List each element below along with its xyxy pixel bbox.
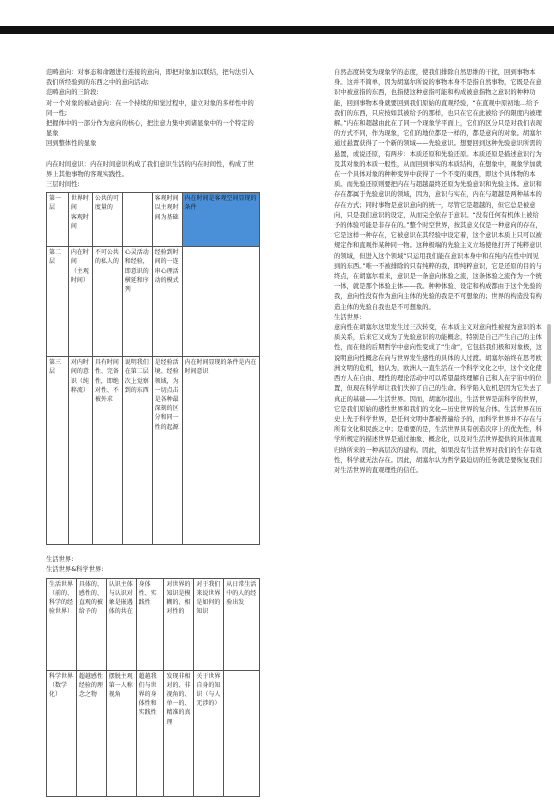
table-cell: 经验到时间的一连串心理活动的模式: [152, 247, 182, 357]
intro-line: 对一个对象的被动意向：在一个持续的知觉过程中，建立对象的多样性中的同一性;: [46, 99, 254, 117]
highlighted-cell: 内在时间是客观空间显现的条件: [182, 193, 259, 247]
life-world-table: [46, 578, 260, 797]
intro-line: 回到整体性的显象: [46, 140, 97, 148]
table-row: [47, 578, 260, 670]
time-layers-table: [46, 192, 260, 545]
body-paragraph: 意向性在胡塞尔这里发生过三次转变，在本质主义对意向性被视为意识的本质关系，后来它又成为了先验意识的功能概念，特别是自己产生自己的主体性，而在他的后期哲学中意向性变成了“生命”，它包括我们极和对象极，这说明意向性概念在向与世界发生感性的具体的人过渡。胡塞尔始终在思考欧洲文明的危机，他认为，欧洲人一直生活在一个科学文化之中，这个文化使西方人在自由、理性的理论活动中可以希望最终理解自己和人在宇宙中的位置，但现在科学却让我们失掉了自己的生命。科学陷入危机是因为它失去了真正的基础——生活世界。因而，胡塞尔提出，生活世界是前科学的世界，它是我们原始的感性世界和我们的文化—历史世界的复合体。生活世界在历史上先于科学世界，是任何文明中都被普遍给予的，而科学世界并不存在与所有文化和民族之中；是重要的是，生活世界具有创造次序上的优先性，科学所规定的描述世界是通过抽象、概念化，以及对生活世界提供的具体直观归纳所来的一种高层次的建构。因此，如果没有生活世界对我们的生存有效性，科学就无法存在。因此，胡塞尔认为哲学最迫切的任务就是要恢复我们对生活世界的直观理性的信任。: [334, 324, 543, 474]
table-cell: 对世界的知识是模糊的、相对性的: [164, 578, 194, 670]
table-cell: 不可公共的私人的: [92, 247, 122, 357]
table-cell: 世界时间 客观时间: [68, 193, 92, 247]
life-world-subtitle: 生活世界&科学世界:: [46, 566, 104, 574]
table-cell: 关于世界自身的知识（与人无涉的）: [194, 670, 224, 796]
table-cell: 内在时间 （主观时间）: [68, 247, 92, 357]
table-row: [47, 357, 260, 545]
table-cell: 超越感性经验的理念之物: [76, 670, 106, 796]
table-row: [47, 193, 260, 247]
table-cell: 具体的、感性的、直观的被给予的: [76, 578, 106, 670]
viewer-top-bar: [0, 0, 554, 34]
life-world-title: 生活世界:: [334, 313, 362, 321]
table-cell: 客观时间以主观时间为基础: [152, 193, 182, 247]
table-cell: 认识主体与认识对象是嵌遇体的共在: [106, 578, 136, 670]
scrollbar-thumb[interactable]: [547, 324, 551, 384]
table-cell: 是经验活境、经验领域，为一切点击 是各种最深刻的区分和同一性的起源: [152, 357, 182, 545]
table-cell: 从日常生活中的人的经验出发: [224, 578, 260, 670]
table-cell: 摆脱主观第一人称视角: [106, 670, 136, 796]
table-cell: 说明我们在第二层次上觉察到的东西: [122, 357, 152, 545]
table-cell: 第一层: [47, 193, 69, 247]
table-cell: 公共的可度量的: [92, 193, 122, 247]
table-cell: 生活世界（前的、科学的经验世界）: [47, 578, 77, 670]
inner-time-line: 内在时间意识：内在时间意识构成了我们意识生活的内在时间性，构成了世界上其他事物的客观实践性。: [46, 160, 254, 178]
table-cell: [122, 193, 152, 247]
table-cell: [224, 670, 260, 796]
table-row: [47, 670, 260, 796]
table-cell: 科学世界（数学化）: [47, 670, 77, 796]
table-cell: 具有时间性、完备性，即绝对性、不被外求: [92, 357, 122, 545]
table-cell: 内在时间显现的条件是内在时间意识: [182, 357, 259, 545]
body-paragraph: 自然态度转变为现象学的态度，使我们排除自然思维的干扰，回到事物本身。这并不简单，因为胡塞尔所说的事物本身不是指自然事物，它既是在意识中被意指的东西，也指使这种意指可能和构成被意指物之意识的种种功能，回到事物本身就要回到我们原始的直观经验，“在直观中原初地…给予我们的东西，只应按如其被给予的那样，也只在它在此被给予的限度内被理解。”内在和超越由此在了同一个现象学平面上，它们的区分只是对我们表现的方式不同，作为现象，它们的地位都是一样的，都是意向的对象。胡塞尔通过悬置获得了一个新的领域——先验意识。想要回到这种先验意识所需的悬置，或说还原，有两步：本质还原和先验还原。本质还原是描述意识行为及其对象的本质一般性，从而回到事实的本质结构，在想象中，观象学加就在一个具体对象的种种变异中获得了一个不变的東西，即这个具体物的本质。而先验还原则要把内在与超越最终还原为先验意识和先验主体。意识和存在都属于先验意识的领域，因为，意识与实在，内在与超越是两种基本的存在方式；同时事物是意识意向的统一，尽管它是超越的，但它总是被意向，只是我们意识的设定，从而完全依存于意识。“没有任何有机体上被给予的体验可能是非存在的。”整个时空世界，按其意义仅是一种意向的存在，它是这样一种存在，它被意识在其经验中设定着，这个意识本质上只可以被规定作和直观作某种同一物。这种极端的先验主义立场使他打开了纯粹意识的领域，但进入这个领域“只运用我们能在意识本身中和在纯内在性中间见到的东西。”唯一不被排除的只有纯粹的我，即纯粹意识，它是还原的目的与终点，在胡塞尔看来，意识是一条意向体验之流，这条体验之流作为一个统一体，就是那个体验主体——我。种种体验、设定和构成都由于这个先验的我，意向性没有作为意向主体的先验的我是不可想象的；世界的构造没有构造主体的先验自我也是不可想象的。: [334, 69, 542, 311]
intro-line: 范畴意向的三阶段:: [46, 89, 99, 97]
table-cell: [182, 247, 259, 357]
table-cell: 心灵活动和经验，即意识的横延和序列: [122, 247, 152, 357]
table-row: [47, 247, 260, 357]
right-column: [334, 68, 544, 476]
table-cell: 对内时间的意识（纯粹流）: [68, 357, 92, 545]
table-cell: 第三层: [47, 357, 69, 545]
table-cell: 超越我们与世界的身体性和实践性: [136, 670, 164, 796]
intro-line: 范畴意向：对事态和命题进行连接的意向，即把对象加以联结，把句法引入我们所经验到的东西之中的意向活动;: [46, 69, 254, 87]
left-column: [46, 68, 260, 797]
table-cell: 第二层: [47, 247, 69, 357]
intro-line: 把握体中的一部分作为意向的核心，把注意力集中到诸显象中的一个特定的显象: [46, 120, 254, 138]
table-cell: 对于我们来说世界是如何的知识: [194, 578, 224, 670]
viewer-header-band: [0, 26, 554, 34]
table-cell: 身体性、实践性: [136, 578, 164, 670]
table-cell: 发现非相对的、非视角的、单一的、精准的真理: [164, 670, 194, 796]
life-world-title: 生活世界:: [46, 556, 74, 564]
inner-time-line: 三层时间性:: [46, 181, 80, 189]
